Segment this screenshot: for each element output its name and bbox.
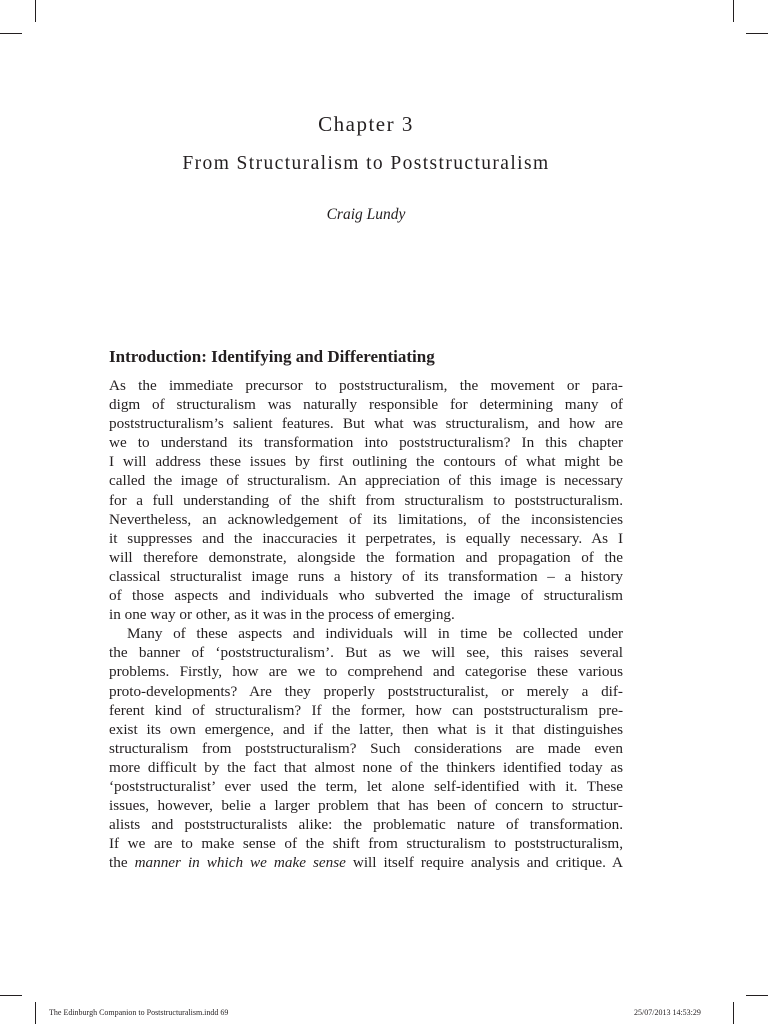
paragraph-2-line: issues, however, belie a larger problem that has been of concern to structur-	[109, 797, 623, 815]
paragraph-1-line: we to understand its transformation into poststructuralism? In this chapter	[109, 434, 623, 452]
paragraph-2-line	[109, 853, 623, 872]
paragraph-1-line: called the image of structuralism. An appreciation of this image is necessary	[109, 472, 623, 490]
chapter-number: Chapter 3	[318, 112, 414, 136]
paragraph-1-line: classical structuralist image runs a history of its transformation – a history	[109, 567, 623, 585]
paragraph-1-line: Nevertheless, an acknowledgement of its limitations, of the inconsistencies	[109, 510, 623, 528]
crop-mark-bottom-right-horizontal	[746, 995, 768, 996]
paragraph-2-line: ferent kind of structuralism? If the former, how can poststructuralism pre-	[109, 701, 623, 719]
paragraph-1-line: of those aspects and individuals who subverted the image of structuralism	[109, 587, 623, 605]
footer-file-info: The Edinburgh Companion to Poststructuralism.indd 69	[49, 1008, 229, 1017]
paragraph-1-line: for a full understanding of the shift from structuralism to poststructuralism.	[109, 491, 623, 509]
emphasized-text: manner in which we make sense	[134, 854, 346, 872]
paragraph-1-line: digm of structuralism was naturally responsible for determining many of	[109, 396, 623, 414]
paragraph-1-line: in one way or other, as it was in the process of emerging.	[109, 606, 455, 624]
paragraph-2-line: exist its own emergence, and if the latter, then what is it that distinguishes	[109, 720, 623, 738]
paragraph-2-line: alists and poststructuralists alike: the problematic nature of transformation.	[109, 816, 623, 834]
crop-mark-top-right-horizontal	[746, 33, 768, 34]
paragraph-2-line: structuralism from poststructuralism? Such considerations are made even	[109, 739, 623, 757]
paragraph-1-line: it suppresses and the inaccuracies it perpetrates, is equally necessary. As I	[109, 529, 623, 547]
author-name: Craig Lundy	[326, 206, 406, 223]
paragraph-2-line: more difficult by the fact that almost none of the thinkers identified today as	[109, 758, 623, 776]
paragraph-2-line: ‘poststructuralist’ ever used the term, let alone self-identified with it. These	[109, 777, 623, 795]
crop-mark-bottom-left-horizontal	[0, 995, 22, 996]
crop-mark-bottom-right-vertical	[733, 1002, 734, 1024]
text-run: the	[109, 854, 135, 872]
footer-timestamp: 25/07/2013 14:53:29	[634, 1008, 701, 1017]
text-run: will itself require analysis and critique. A	[345, 854, 624, 872]
crop-mark-bottom-left-vertical	[35, 1002, 36, 1024]
section-heading: Introduction: Identifying and Differentiating	[109, 347, 435, 366]
paragraph-2-line: Many of these aspects and individuals will in time be collected under	[127, 625, 623, 643]
body-text	[109, 376, 623, 872]
crop-mark-top-right-vertical	[733, 0, 734, 22]
paragraph-1-line: will therefore demonstrate, alongside the formation and propagation of the	[109, 548, 623, 566]
paragraph-1-line: poststructuralism’s salient features. But what was structuralism, and how are	[109, 415, 623, 433]
paragraph-2-line: problems. Firstly, how are we to comprehend and categorise these various	[109, 663, 623, 681]
paragraph-2-line: proto-developments? Are they properly poststructuralist, or merely a dif-	[109, 682, 623, 700]
chapter-title: From Structuralism to Poststructuralism	[182, 153, 550, 174]
paragraph-2-line: If we are to make sense of the shift from structuralism to poststructuralism,	[109, 835, 623, 853]
crop-mark-top-left-vertical	[35, 0, 36, 22]
paragraph-2-line: the banner of ‘poststructuralism’. But as we will see, this raises several	[109, 644, 623, 662]
crop-mark-top-left-horizontal	[0, 33, 22, 34]
paragraph-1-line: As the immediate precursor to poststructuralism, the movement or para-	[109, 377, 623, 394]
paragraph-1-line: I will address these issues by first outlining the contours of what might be	[109, 453, 623, 471]
